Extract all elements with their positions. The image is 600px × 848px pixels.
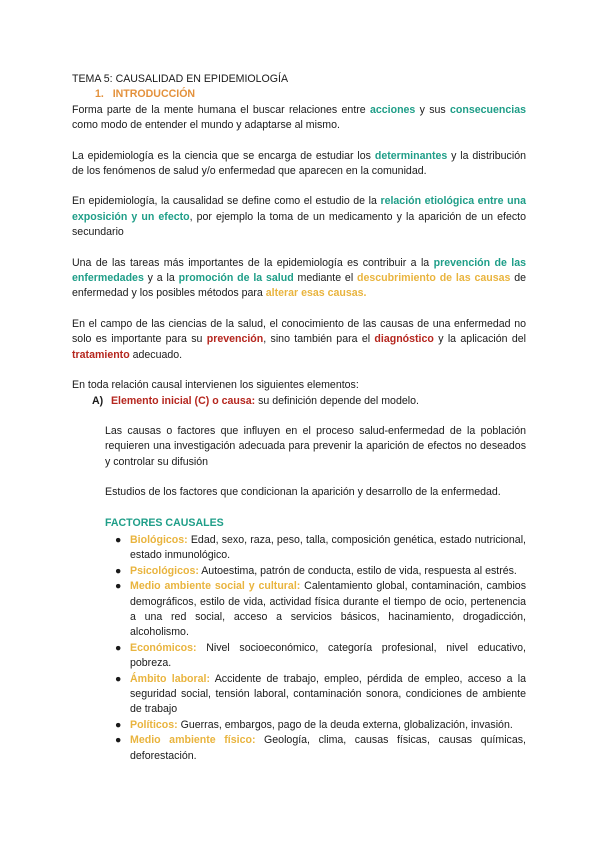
text-run: Forma parte de la mente humana el buscar relaciones entre bbox=[72, 103, 370, 116]
list-item bbox=[115, 672, 526, 718]
highlight-prevencion: prevención bbox=[206, 333, 264, 346]
factor-term: Ámbito laboral: bbox=[130, 672, 211, 685]
factor-text: Edad, sexo, raza, peso, talla, composición genética, estado nutricional, estado inmunológico. bbox=[130, 533, 526, 562]
document-title: TEMA 5: CAUSALIDAD EN EPIDEMIOLOGÍA bbox=[72, 73, 289, 85]
factor-term: Políticos: bbox=[130, 718, 178, 731]
text-run: de enfermedad y los posibles métodos para bbox=[72, 272, 527, 300]
list-item bbox=[115, 533, 526, 564]
text-run: y la aplicación del bbox=[433, 333, 526, 346]
text-run: y a la bbox=[143, 272, 179, 285]
highlight-descubrimiento-causas: descubrimiento de las causas bbox=[357, 272, 511, 285]
paragraph-4 bbox=[72, 256, 526, 302]
factores-list bbox=[72, 533, 526, 764]
list-item bbox=[115, 733, 526, 764]
factor-term: Económicos: bbox=[130, 641, 197, 654]
factor-term: Medio ambiente físico: bbox=[130, 734, 256, 747]
factor-term: Psicológicos: bbox=[130, 564, 199, 577]
text-run: La epidemiología es la ciencia que se encarga de estudiar los bbox=[72, 149, 375, 162]
text-run: y la distribución de los fenómenos de salud y/o enfermedad que aparecen en la comunidad. bbox=[72, 149, 526, 178]
text-run: Una de las tareas más importantes de la epidemiología es contribuir a la bbox=[72, 256, 434, 269]
highlight-promocion-salud: promoción de la salud bbox=[178, 272, 294, 285]
bullet-icon: ● bbox=[115, 564, 122, 577]
highlight-diagnostico: diagnóstico bbox=[374, 333, 434, 346]
list-label: A) bbox=[92, 394, 104, 407]
paragraph-1 bbox=[72, 103, 526, 134]
list-item bbox=[115, 564, 526, 579]
factor-text: Geología, clima, causas físicas, causas químicas, deforestación. bbox=[130, 734, 526, 762]
list-item bbox=[115, 579, 526, 641]
bullet-icon: ● bbox=[115, 533, 122, 546]
highlight-determinantes: determinantes bbox=[374, 149, 448, 162]
factor-text: Accidente de trabajo, empleo, pérdida de empleo, acceso a la seguridad social, tensión laboral, contaminación sonora, condiciones de ambiente de trabajo bbox=[130, 672, 526, 716]
highlight-consecuencias: consecuencias bbox=[450, 103, 526, 116]
paragraph-7: Las causas o factores que influyen en el proceso salud-enfermedad de la población requieren una investigación adecuada para prevenir la aparición de efectos no deseados y controlar su difusión bbox=[105, 424, 526, 468]
section-label: INTRODUCCIÓN bbox=[112, 88, 196, 101]
text-run: como modo de entender el mundo y adaptarse al mismo. bbox=[72, 119, 340, 132]
section-heading-introduccion bbox=[95, 87, 526, 102]
bullet-icon: ● bbox=[115, 672, 122, 685]
text-run: En epidemiología, la causalidad se define como el estudio de la bbox=[72, 195, 381, 208]
highlight-tratamiento: tratamiento bbox=[72, 348, 130, 361]
text-run: y sus bbox=[415, 103, 451, 116]
highlight-prevencion-enfermedades: prevención de las enfermedades bbox=[72, 256, 526, 285]
paragraph-2 bbox=[72, 149, 526, 180]
highlight-elemento-inicial: Elemento inicial (C) o causa: bbox=[110, 394, 256, 407]
paragraph-3 bbox=[72, 194, 526, 240]
bullet-icon: ● bbox=[115, 641, 122, 654]
bullet-icon: ● bbox=[115, 580, 122, 593]
paragraph-8: Estudios de los factores que condicionan la aparición y desarrollo de la enfermedad. bbox=[105, 486, 501, 499]
bullet-icon: ● bbox=[115, 734, 122, 747]
text-run: En el campo de las ciencias de la salud, el conocimiento de las causas de una enfermedad no solo es importante para su bbox=[72, 317, 526, 346]
paragraph-6: En toda relación causal intervienen los siguientes elementos: bbox=[72, 379, 359, 392]
text-run: , por ejemplo la toma de un medicamento y la aparición de un efecto secundario bbox=[72, 210, 526, 239]
text-run: adecuado. bbox=[129, 348, 183, 361]
highlight-acciones: acciones bbox=[369, 103, 416, 116]
text-run: mediante el bbox=[293, 272, 357, 285]
factor-text: Guerras, embargos, pago de la deuda externa, globalización, invasión. bbox=[177, 718, 513, 731]
bullet-icon: ● bbox=[115, 718, 122, 731]
text-run: , sino también para el bbox=[263, 333, 375, 346]
list-item bbox=[115, 641, 526, 672]
highlight-alterar-causas: alterar esas causas. bbox=[265, 287, 367, 300]
paragraph-5 bbox=[72, 317, 526, 363]
highlight-relacion-etiologica: relación etiológica entre una exposición y un efecto bbox=[72, 195, 526, 223]
factor-term: Biológicos: bbox=[130, 533, 188, 546]
document-page bbox=[72, 68, 526, 764]
section-number: 1. bbox=[95, 88, 104, 101]
list-item-a bbox=[92, 394, 526, 409]
list-item bbox=[115, 718, 526, 733]
factor-text: Calentamiento global, contaminación, cambios demográficos, estilo de vida, actividad física durante el tiempo de ocio, pertenencia a una red social, acceso a servicios básicos, hacinamiento, drogadicción, alcoholismo. bbox=[130, 580, 526, 639]
text-run: su definición depende del modelo. bbox=[255, 394, 419, 407]
factor-text: Nivel socioeconómico, categoría profesional, nivel educativo, pobreza. bbox=[130, 641, 526, 670]
factor-term: Medio ambiente social y cultural: bbox=[130, 580, 301, 593]
factor-text: Autoestima, patrón de conducta, estilo de vida, respuesta al estrés. bbox=[198, 564, 517, 577]
factores-causales-heading: FACTORES CAUSALES bbox=[105, 516, 224, 529]
